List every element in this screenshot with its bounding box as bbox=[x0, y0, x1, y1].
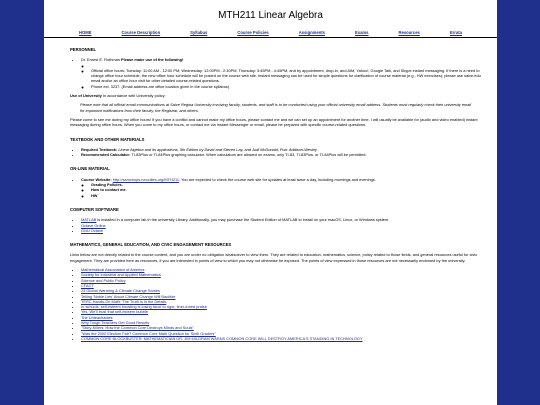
nav-course-description[interactable]: Course Description bbox=[121, 30, 161, 35]
website-label: Course Website: bbox=[81, 176, 112, 182]
section-heading-personnel: PERSONNEL bbox=[70, 47, 97, 52]
list-item bbox=[81, 57, 482, 89]
list-item: ◦ HW bbox=[91, 193, 482, 198]
list-item bbox=[81, 177, 482, 198]
resource-link[interactable]: "Was the 2000 Election Fair? Common Core Math Question for Sixth Graders" bbox=[81, 330, 216, 336]
list-item: ◦ Grading Policies. bbox=[91, 182, 482, 187]
octave-online-link[interactable]: Octave Online bbox=[81, 222, 106, 228]
instructor-name: Dr. Ernest E. Rothman bbox=[81, 57, 120, 63]
resources-list bbox=[81, 267, 482, 341]
resource-link[interactable]: Society for Industrial and Applied Mathematics bbox=[81, 272, 161, 278]
section-heading-software: COMPUTER SOFTWARE bbox=[70, 206, 119, 212]
policy-quote: Please note that all official email communications at Salve Regina University involving faculty, students, and staff is to be conducted using your official university email address. Students must regularly check their university email for important notifications from their faculty, the Registrar, and others. bbox=[80, 102, 472, 113]
main-content bbox=[44, 47, 497, 341]
section-heading-resources: MATHEMATICS, GENERAL EDUCATION, AND CIVIC ENGAGEMENT RESOURCES bbox=[70, 242, 232, 248]
resource-link[interactable]: The Unteachables bbox=[81, 314, 113, 320]
section-heading-online: ON-LINE MATERIAL bbox=[70, 166, 110, 172]
calculator-label: Recommended Calculator: bbox=[81, 152, 131, 158]
textbook-list bbox=[81, 147, 482, 158]
instructor-note: Please make use of the following! bbox=[121, 57, 184, 63]
office-hours: ◦ Official office hours: Tuesday: 11:00 AM - 12:00 PM; Wednesday: 12:00PM - 2:30PM, Thursday: 3:45PM - 4:45PM, and by appointment, drop-in, and AIM, Yahoo!, Google Talk, and Skype instant messaging. If there is a need to change office hour schedule, the new office hour schedule will be posted on the course web site. Instant messaging can be used for simple questions for clarification of course material (e.g., HW exercises); please use salve.edu email and/or an office hour visit for other detailed course-related questions. bbox=[91, 68, 482, 84]
textbook-label: Required Textbook: bbox=[81, 146, 118, 152]
university-use-paragraph bbox=[70, 93, 482, 98]
list-item bbox=[81, 336, 482, 341]
use-label: Use of University bbox=[70, 93, 102, 99]
instructor-details bbox=[91, 63, 482, 89]
resource-link[interactable]: CFACT bbox=[81, 282, 94, 288]
nav-assignments[interactable]: Assignments bbox=[298, 30, 326, 35]
resource-link[interactable]: TERC Hands-On Math: The Truth is in the Details bbox=[81, 298, 167, 304]
textbook-text: Linear Algebra and its applications, 5th Edition by David and Steven Lay, and Judi McDonald, Pub: Addison-Wesley. bbox=[118, 146, 318, 152]
resource-link[interactable]: Yes, We'll trust that self-esteem bubble bbox=[81, 309, 148, 315]
resource-link[interactable]: Science and Public Policy bbox=[81, 277, 126, 283]
website-text: . You are expected to check the course web site for updates at least twice a day, including mornings and evenings. bbox=[179, 176, 376, 182]
matlab-text: is installed in a computer lab in the university Library. Additionally, you may purchase the Student Edition of MATLAB to install on your macOS, Linux, or Windows system. bbox=[96, 217, 390, 223]
list-item: ◦ How to contact me. bbox=[91, 187, 482, 192]
resource-link[interactable]: COMMON CORE BLOCKBUSTER: MATHEMATICIAN DR. JIM MILGRAM WARNS COMMON CORE WILL DESTROY AMERICA'S STANDING IN TECHNOLOGY bbox=[81, 335, 363, 341]
nav-home[interactable]: HOME bbox=[78, 30, 92, 35]
resources-intro: Links below are not directly related to the course content, and you are under no obligation whatsoever to view them. They are related to education, mathematics, science, policy related to those fields, and general resources useful for civic engagement. They are provided here as resources, if you are interested in points of view to which you may not otherwise be exposed. The points of view expressed in those resources are not necessarily endorsed by the university. bbox=[70, 252, 478, 263]
resource-link[interactable]: "Story-Killers: How the Common Core Destroys Minds and Souls" bbox=[81, 325, 194, 331]
website-link[interactable]: http://samchops.neocities.org/MTH211 bbox=[112, 176, 180, 182]
use-text: In accordance with University policy: bbox=[102, 93, 166, 99]
nav-errata[interactable]: Errata bbox=[449, 30, 462, 35]
resource-link[interactable]: Mathematical Association of America bbox=[81, 267, 145, 273]
resource-link[interactable]: Why Tough Teachers Get Good Results bbox=[81, 319, 150, 325]
software-list bbox=[81, 217, 482, 233]
matlab-link[interactable]: MATLAB bbox=[81, 217, 97, 223]
resource-link[interactable]: Telling 'Noble Lies' About Climate Change Will Backfire bbox=[81, 293, 176, 299]
contact-note: Please come to see me during my office hours! If you have a conflict and cannot make my office hours, please contact me and we can set up an appointment for another time. I will usually be available for (audio and video enabled) instant messaging during office hours. When you come to my office hours, or contact me via Instant Messenger or email, please be prepared with specific course-related questions. bbox=[70, 116, 478, 128]
page bbox=[44, 0, 497, 405]
nav-bar bbox=[44, 30, 497, 38]
resource-link[interactable]: 23 Global Warming & Climate Change Stories bbox=[81, 288, 160, 294]
section-heading-textbook: TEXTBOOK AND OTHER MATERIALS bbox=[70, 136, 145, 142]
calculator-text: TI-83Plus or TI-84Plus graphing calculator. When calculators are allowed on exams, only TI-83, TI-83Plus, or TI-84Plus will be permitted. bbox=[131, 152, 367, 158]
online-list bbox=[81, 177, 482, 198]
nav-exams[interactable]: Exams bbox=[354, 30, 369, 35]
phone-info: ◦ Phone ext. 3237. (Email address are office location given in the course syllabus) bbox=[91, 84, 482, 89]
list-item bbox=[81, 152, 482, 157]
page-title: MTH211 Linear Algebra bbox=[218, 10, 323, 21]
resource-link[interactable]: In schools, self-esteem boosting is losing favor to rigor, finer-tuned praise bbox=[81, 304, 207, 310]
personnel-list bbox=[81, 57, 482, 89]
nav-resources[interactable]: Resources bbox=[398, 30, 420, 35]
gnu-octave-link[interactable]: GNU Octave bbox=[81, 227, 104, 233]
nav-course-policies[interactable]: Course Policies bbox=[237, 30, 269, 35]
list-item bbox=[81, 228, 482, 233]
nav-syllabus[interactable]: Syllabus bbox=[190, 30, 208, 35]
online-sub-list bbox=[91, 182, 482, 198]
